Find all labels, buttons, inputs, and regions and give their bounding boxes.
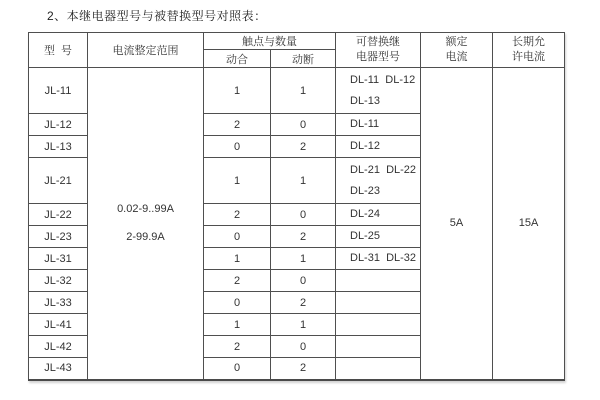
model-cell: JL-21 — [29, 158, 88, 204]
longterm-current-cell: 15A — [493, 68, 565, 380]
normally-closed-count-cell: 1 — [271, 248, 336, 270]
replaceable-models-line1: DL-25 — [350, 230, 380, 242]
model-cell: JL-43 — [29, 358, 88, 380]
replaceable-models-cell — [336, 336, 421, 358]
model-cell: JL-41 — [29, 314, 88, 336]
col-header-normally-closed-label: 动断 — [292, 53, 314, 66]
replaceable-models-cell — [336, 248, 421, 270]
normally-open-count-cell: 0 — [204, 292, 271, 314]
normally-closed-count-cell: 2 — [271, 358, 336, 380]
col-header-current-range-label: 电流整定范围 — [112, 45, 179, 57]
normally-closed-count-cell: 0 — [271, 336, 336, 358]
header-row-1 — [29, 33, 565, 50]
normally-open-count-cell: 2 — [204, 336, 271, 358]
normally-open-count-cell: 0 — [204, 358, 271, 380]
replaceable-models-cell — [336, 68, 421, 114]
model-cell: JL-42 — [29, 336, 88, 358]
normally-closed-count-cell: 0 — [271, 204, 336, 226]
normally-closed-count-cell: 2 — [271, 226, 336, 248]
replaceable-models-line1: DL-24 — [350, 208, 380, 220]
col-header-longterm-line1: 长期允 — [512, 36, 545, 48]
replaceable-models-cell — [336, 204, 421, 226]
col-header-current-range — [88, 33, 204, 68]
model-cell: JL-23 — [29, 226, 88, 248]
normally-closed-count-cell: 2 — [271, 136, 336, 158]
replaceable-models-cell — [336, 270, 421, 292]
replaceable-models-cell — [336, 114, 421, 136]
col-header-contacts-group-label: 触点与数量 — [242, 36, 297, 48]
replaceable-models-cell — [336, 226, 421, 248]
replaceable-models-line1: DL-12 — [350, 140, 380, 152]
col-header-contacts-group — [204, 33, 336, 50]
model-cell: JL-12 — [29, 114, 88, 136]
normally-closed-count-cell: 1 — [271, 68, 336, 114]
col-header-rated-current — [421, 33, 493, 68]
normally-closed-count-cell: 2 — [271, 292, 336, 314]
col-header-model-label: 型 号 — [43, 45, 73, 57]
normally-closed-count-cell: 1 — [271, 314, 336, 336]
normally-closed-count-cell: 0 — [271, 270, 336, 292]
normally-open-count-cell: 1 — [204, 68, 271, 114]
col-header-normally-open-label: 动合 — [226, 53, 248, 66]
current-range-cell — [88, 68, 204, 380]
model-cell: JL-11 — [29, 68, 88, 114]
col-header-longterm-current — [493, 33, 565, 68]
replaceable-models-line1: DL-21 DL-22 — [350, 163, 417, 176]
replaceable-models-line1: DL-11 DL-12 — [350, 73, 416, 86]
normally-open-count-cell: 0 — [204, 226, 271, 248]
current-range-line2: 2-99.9A — [126, 231, 165, 244]
col-header-model — [29, 33, 88, 68]
col-header-replaceable-line1: 可替换继 — [356, 36, 400, 48]
normally-open-count-cell: 1 — [204, 158, 271, 204]
table-row — [29, 68, 565, 114]
model-cell: JL-31 — [29, 248, 88, 270]
normally-open-count-cell: 2 — [204, 204, 271, 226]
col-header-rated-line2: 电流 — [445, 51, 468, 63]
replaceable-models-cell — [336, 158, 421, 204]
col-header-replaceable-line2: 电器型号 — [356, 51, 400, 63]
replaceable-models-line2: DL-13 — [350, 94, 380, 107]
replaceable-models-line2: DL-23 — [350, 184, 380, 197]
current-range-line1: 0.02-9..99A — [117, 203, 174, 216]
replaceable-models-cell — [336, 292, 421, 314]
model-cell: JL-13 — [29, 136, 88, 158]
replaceable-models-line1: DL-11 — [350, 118, 380, 130]
col-header-longterm-line2: 许电流 — [512, 51, 545, 63]
page-title: 2、本继电器型号与被替换型号对照表： — [47, 9, 267, 23]
normally-closed-count-cell: 1 — [271, 158, 336, 204]
normally-open-count-cell: 2 — [204, 270, 271, 292]
col-header-normally-open — [204, 50, 271, 68]
normally-open-count-cell: 0 — [204, 136, 271, 158]
replaceable-models-cell — [336, 358, 421, 380]
replaceable-models-line1: DL-31 DL-32 — [350, 252, 417, 264]
model-cell: JL-22 — [29, 204, 88, 226]
relay-comparison-table — [28, 32, 565, 381]
replaceable-models-cell — [336, 314, 421, 336]
normally-open-count-cell: 2 — [204, 114, 271, 136]
model-cell: JL-33 — [29, 292, 88, 314]
normally-open-count-cell: 1 — [204, 314, 271, 336]
normally-closed-count-cell: 0 — [271, 114, 336, 136]
model-cell: JL-32 — [29, 270, 88, 292]
col-header-normally-closed — [271, 50, 336, 68]
rated-current-cell: 5A — [421, 68, 493, 380]
replaceable-models-cell — [336, 136, 421, 158]
col-header-replaceable — [336, 33, 421, 68]
normally-open-count-cell: 1 — [204, 248, 271, 270]
col-header-rated-line1: 额定 — [445, 36, 468, 48]
